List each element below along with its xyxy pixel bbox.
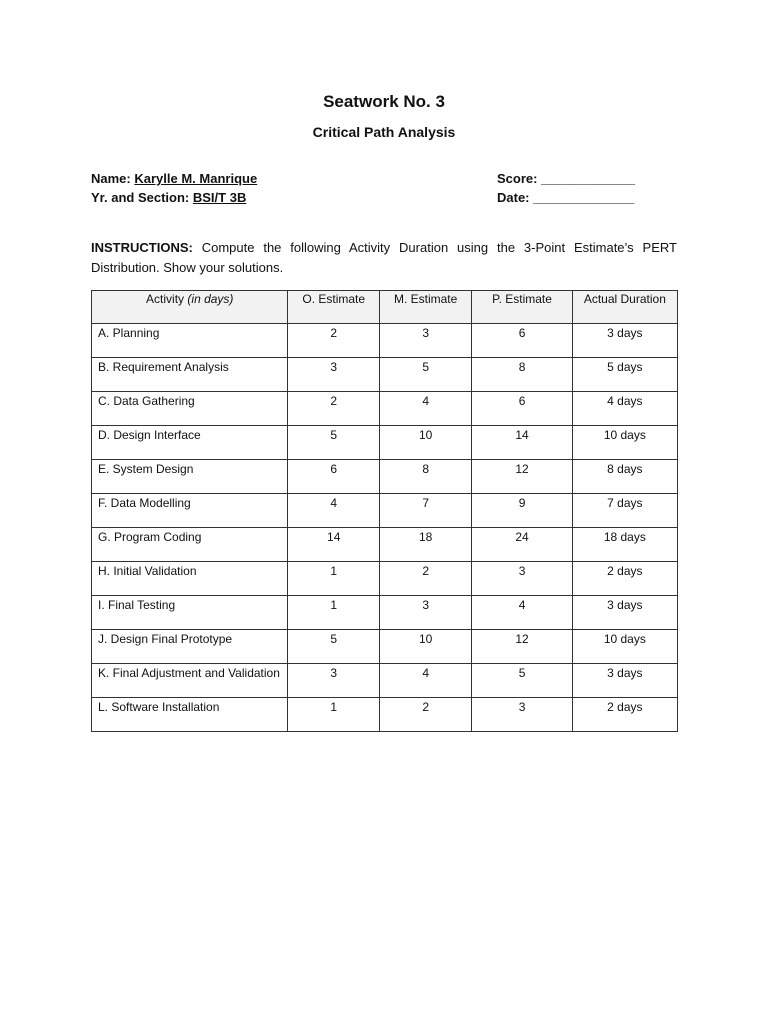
header-p-estimate: P. Estimate: [472, 291, 572, 324]
actual-duration-cell: 5 days: [572, 358, 677, 392]
o-estimate-cell: 4: [288, 494, 379, 528]
score-line: [497, 171, 635, 186]
table-row: [92, 630, 678, 664]
table-header-row: [92, 291, 678, 324]
m-estimate-cell: 10: [379, 630, 471, 664]
p-estimate-cell: 12: [472, 630, 572, 664]
actual-duration-cell: 4 days: [572, 392, 677, 426]
name-label: Name:: [91, 171, 131, 186]
instructions-text: Compute the following Activity Duration using the 3-Point Estimate’s PERT Distribution. Show your solutions.: [91, 240, 677, 275]
header-o-estimate: O. Estimate: [288, 291, 379, 324]
activity-cell: E. System Design: [92, 460, 288, 494]
table-row: [92, 528, 678, 562]
activity-cell: L. Software Installation: [92, 698, 288, 732]
o-estimate-cell: 2: [288, 324, 379, 358]
m-estimate-cell: 2: [379, 698, 471, 732]
instructions-label: INSTRUCTIONS:: [91, 240, 193, 255]
p-estimate-cell: 3: [472, 698, 572, 732]
activity-cell: C. Data Gathering: [92, 392, 288, 426]
o-estimate-cell: 1: [288, 698, 379, 732]
activity-cell: B. Requirement Analysis: [92, 358, 288, 392]
name-value: Karylle M. Manrique: [134, 171, 258, 186]
activity-cell: F. Data Modelling: [92, 494, 288, 528]
p-estimate-cell: 8: [472, 358, 572, 392]
instructions: [91, 238, 677, 278]
date-label: Date:: [497, 190, 530, 205]
score-blank: _____________: [541, 171, 636, 186]
m-estimate-cell: 10: [379, 426, 471, 460]
p-estimate-cell: 9: [472, 494, 572, 528]
table-row: [92, 596, 678, 630]
p-estimate-cell: 14: [472, 426, 572, 460]
activity-cell: A. Planning: [92, 324, 288, 358]
m-estimate-cell: 7: [379, 494, 471, 528]
activity-cell: G. Program Coding: [92, 528, 288, 562]
o-estimate-cell: 1: [288, 596, 379, 630]
date-blank: ______________: [533, 190, 635, 205]
o-estimate-cell: 14: [288, 528, 379, 562]
name-line: [91, 171, 257, 186]
o-estimate-cell: 5: [288, 630, 379, 664]
m-estimate-cell: 3: [379, 596, 471, 630]
m-estimate-cell: 18: [379, 528, 471, 562]
table-row: [92, 358, 678, 392]
activity-cell: D. Design Interface: [92, 426, 288, 460]
document-subtitle: Critical Path Analysis: [312, 124, 456, 140]
section-line: [91, 190, 246, 205]
activity-table: [91, 290, 678, 732]
o-estimate-cell: 6: [288, 460, 379, 494]
p-estimate-cell: 12: [472, 460, 572, 494]
table-row: [92, 324, 678, 358]
activity-cell: H. Initial Validation: [92, 562, 288, 596]
activity-cell: K. Final Adjustment and Validation: [92, 664, 288, 698]
o-estimate-cell: 1: [288, 562, 379, 596]
header-activity-unit: (in days): [187, 292, 234, 306]
section-label: Yr. and Section:: [91, 190, 190, 205]
actual-duration-cell: 2 days: [572, 562, 677, 596]
table-row: [92, 494, 678, 528]
header-activity: [92, 291, 288, 324]
table-row: [92, 698, 678, 732]
o-estimate-cell: 2: [288, 392, 379, 426]
o-estimate-cell: 5: [288, 426, 379, 460]
p-estimate-cell: 5: [472, 664, 572, 698]
m-estimate-cell: 2: [379, 562, 471, 596]
o-estimate-cell: 3: [288, 664, 379, 698]
p-estimate-cell: 6: [472, 324, 572, 358]
table-row: [92, 392, 678, 426]
actual-duration-cell: 7 days: [572, 494, 677, 528]
actual-duration-cell: 2 days: [572, 698, 677, 732]
m-estimate-cell: 4: [379, 664, 471, 698]
actual-duration-cell: 10 days: [572, 426, 677, 460]
o-estimate-cell: 3: [288, 358, 379, 392]
p-estimate-cell: 3: [472, 562, 572, 596]
actual-duration-cell: 3 days: [572, 324, 677, 358]
m-estimate-cell: 5: [379, 358, 471, 392]
m-estimate-cell: 4: [379, 392, 471, 426]
actual-duration-cell: 3 days: [572, 596, 677, 630]
actual-duration-cell: 8 days: [572, 460, 677, 494]
section-value: BSI/T 3B: [192, 190, 247, 205]
actual-duration-cell: 10 days: [572, 630, 677, 664]
header-actual-duration: Actual Duration: [572, 291, 677, 324]
table-row: [92, 426, 678, 460]
activity-cell: I. Final Testing: [92, 596, 288, 630]
score-label: Score:: [497, 171, 538, 186]
p-estimate-cell: 24: [472, 528, 572, 562]
actual-duration-cell: 18 days: [572, 528, 677, 562]
p-estimate-cell: 6: [472, 392, 572, 426]
actual-duration-cell: 3 days: [572, 664, 677, 698]
date-line: [497, 190, 634, 205]
header-m-estimate: M. Estimate: [379, 291, 471, 324]
table-row: [92, 664, 678, 698]
table-row: [92, 562, 678, 596]
m-estimate-cell: 8: [379, 460, 471, 494]
activity-cell: J. Design Final Prototype: [92, 630, 288, 664]
header-activity-label: Activity: [146, 292, 185, 306]
table-row: [92, 460, 678, 494]
p-estimate-cell: 4: [472, 596, 572, 630]
document-title: Seatwork No. 3: [323, 92, 445, 111]
m-estimate-cell: 3: [379, 324, 471, 358]
